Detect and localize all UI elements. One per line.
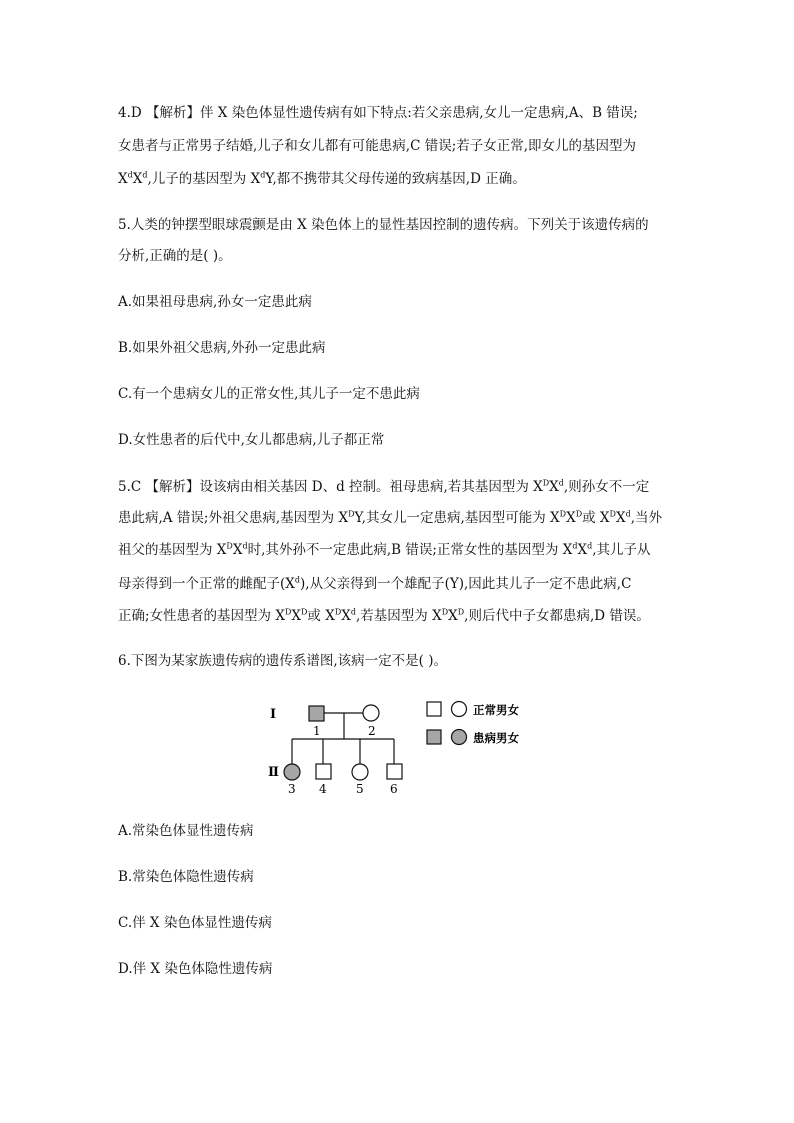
generation-2-label: Ⅱ [268,765,279,780]
q6-option-c: C.伴 X 染色体显性遗传病 [118,915,272,931]
allele-superscript: d [350,607,356,617]
allele-superscript: D [609,509,616,519]
q5-answer-line-3: 祖父的基因型为 $X^DX^d$时,其外孙不一定患此病,B 错误;正常女性的基因型为 $X^dX^d$,其儿子从 [118,541,651,558]
allele-superscript: d [127,170,133,180]
allele-superscript: d [142,170,148,180]
individual-5-normal-female [352,764,368,780]
q5-option-d: D.女性患者的后代中,女儿都患病,儿子都正常 [118,432,385,448]
individual-1-number: 1 [313,724,321,738]
legend-affected-male-square [427,730,441,744]
q6-option-b: B.常染色体隐性遗传病 [118,869,254,885]
individual-3-affected-female [284,764,300,780]
allele-superscript: d [242,541,248,551]
q6-stem-line-1: 6.下图为某家族遗传病的遗传系谱图,该病一定不是( )。 [118,653,447,669]
allele-superscript: D [559,509,567,519]
q6-option-d: D.伴 X 染色体隐性遗传病 [118,961,273,977]
individual-6-number: 6 [390,782,398,796]
allele-superscript: D [441,607,449,617]
q5-option-b: B.如果外祖父患病,外孙一定患此病 [118,340,326,356]
q5-answer-line-1: 5.C 【解析】设该病由相关基因 D、d 控制。祖母患病,若其基因型为 $X^DX^d$,则孙女不一定 [118,478,650,495]
allele-superscript: D [575,509,583,519]
individual-5-number: 5 [356,782,364,796]
q4-answer-line-2: 女患者与正常男子结婚,儿子和女儿都有可能患病,C 错误;若子女正常,即女儿的基因型为 [118,138,637,154]
individual-1-affected-male [309,706,324,721]
allele-superscript: d [572,541,578,551]
individual-2-normal-female [363,705,379,721]
q5-answer-line-2: 患此病,A 错误;外祖父患病,基因型为 $X^DY$,其女儿一定患病,基因型可能为 $X^DX^D$或 $X^DX^d$,当外 [118,509,662,526]
q5-option-c: C.有一个患病女儿的正常女性,其儿子一定不患此病 [118,386,420,402]
individual-2-number: 2 [368,724,376,738]
q5-stem-line-2: 分析,正确的是( )。 [118,248,232,264]
legend-normal-female-circle [452,702,467,717]
allele-superscript: D [457,607,465,617]
allele-superscript: D [226,541,233,551]
individual-3-number: 3 [288,782,296,796]
q4-answer-line-3: $X^dX^d$,儿子的基因型为 $X^dY$,都不携带其父母传递的致病基因,D 正确。 [118,170,526,187]
q5-answer-line-5: 正确;女性患者的基因型为 $X^DX^D$或 $X^DX^d$,若基因型为 $X^DX^D$,则后代中子女都患病,D 错误。 [118,607,650,624]
q6-option-a: A.常染色体显性遗传病 [118,823,254,839]
legend-affected-label: 患病男女 [473,731,519,745]
allele-superscript: d [260,170,266,180]
allele-superscript: D [301,607,308,617]
legend-normal-male-square [427,702,441,716]
individual-4-number: 4 [319,782,327,796]
q5-answer-line-4: 母亲得到一个正常的雌配子$(X^d)$,从父亲得到一个雄配子(Y),因此其儿子一定不患此病,C [118,575,632,592]
legend-normal-label: 正常男女 [473,703,519,717]
allele-superscript: d [558,478,564,488]
legend-affected-female-circle [452,730,467,745]
q4-answer-line-1: 4.D 【解析】伴 X 染色体显性遗传病有如下特点:若父亲患病,女儿一定患病,A、B 错误; [118,105,638,121]
q5-option-a: A.如果祖母患病,孙女一定患此病 [118,294,312,310]
allele-superscript: D [348,509,355,519]
individual-4-normal-male [316,764,331,779]
allele-superscript: d [294,575,301,585]
allele-superscript: d [625,509,631,519]
generation-1-label: Ⅰ [270,707,277,722]
allele-superscript: d [587,541,593,551]
allele-superscript: D [542,478,550,488]
q5-stem-line-1: 5.人类的钟摆型眼球震颤是由 X 染色体上的显性基因控制的遗传病。下列关于该遗传病的 [118,217,649,233]
allele-superscript: D [334,607,342,617]
individual-6-normal-male [387,764,402,779]
allele-superscript: D [284,607,292,617]
pedigree-chart [262,690,552,800]
